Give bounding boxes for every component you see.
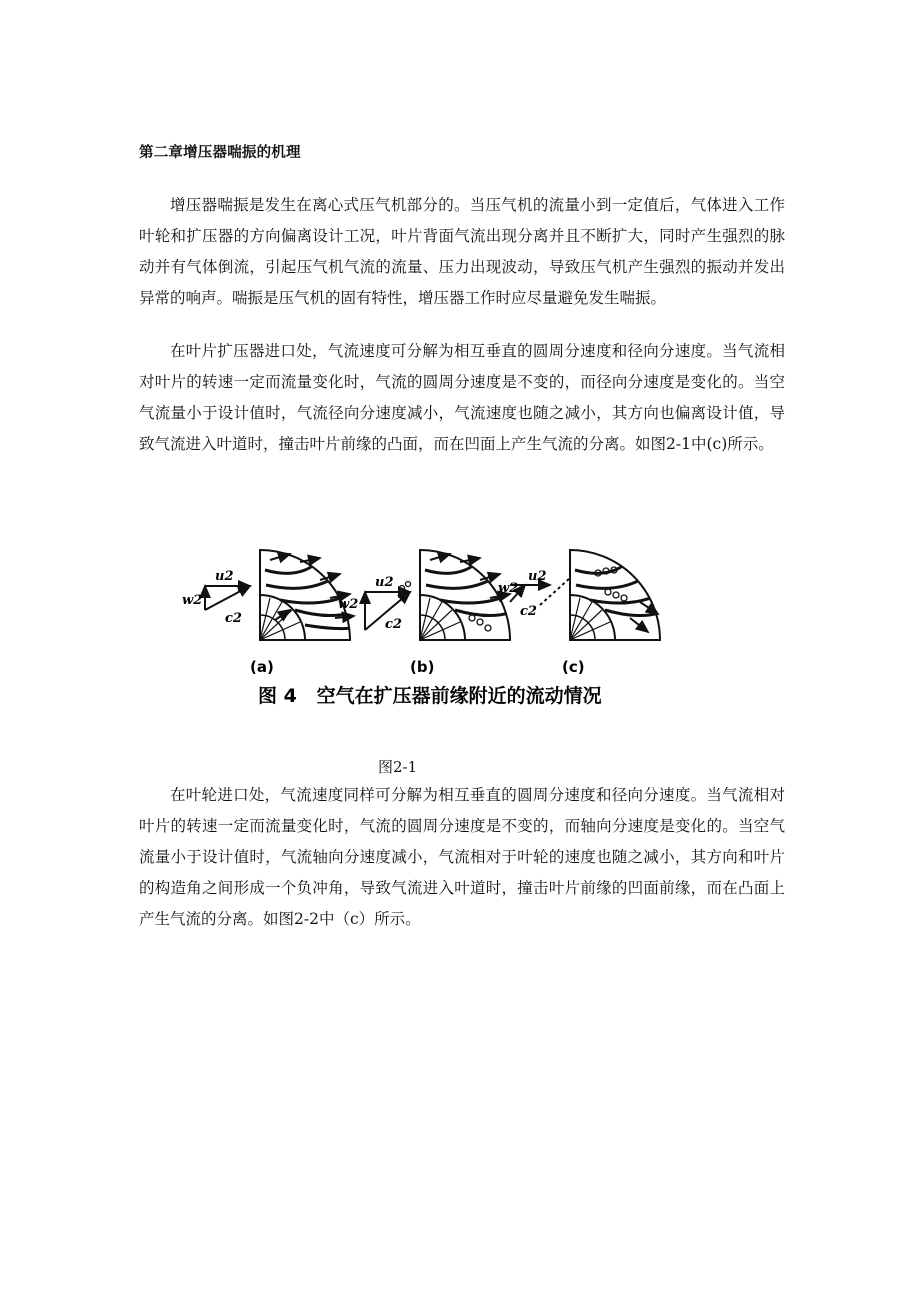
vector-label-c2-b: c2	[385, 617, 402, 632]
figure-diffuser-flow	[170, 540, 690, 720]
subfigure-b-diagram	[338, 550, 512, 676]
subfigure-c-diagram	[498, 550, 662, 676]
chapter-heading: 第二章增压器喘振的机理	[139, 145, 301, 161]
subfigure-label-a: (a)	[250, 658, 274, 676]
vector-label-c2-a: c2	[225, 611, 242, 626]
paragraph-surge-definition: 增压器喘振是发生在离心式压气机部分的。当压气机的流量小到一定值后，气体进入工作叶轮和扩压器的方向偏离设计工况，叶片背面气流出现分离并且不断扩大，同时产生强烈的脉动并有气体倒流，引起压气机气流的流量、压力出现波动，导致压气机产生强烈的振动并发出异常的响声。喘振是压气机的固有特性，增压器工作时应尽量避免发生喘振。	[139, 196, 785, 307]
vector-label-u2-b: u2	[375, 575, 394, 590]
figure-caption: 图 4 空气在扩压器前缘附近的流动情况	[258, 685, 602, 707]
vector-label-w2-c: w2	[498, 581, 519, 596]
vector-label-w2-a: w2	[182, 593, 203, 608]
vector-label-u2-a: u2	[215, 569, 234, 584]
figure-diagram	[170, 540, 690, 720]
figure-label: 图2-1	[378, 758, 418, 776]
velocity-triangle-a	[205, 586, 250, 610]
subfigure-label-b: (b)	[410, 658, 435, 676]
subfigure-a-diagram	[182, 550, 354, 676]
vector-label-w2-b: w2	[338, 597, 359, 612]
diffuser-quadrant-c	[570, 550, 662, 640]
paragraph-impeller-inlet: 在叶轮进口处，气流速度同样可分解为相互垂直的圆周分速度和径向分速度。当气流相对叶片的转速一定而流量变化时，气流的圆周分速度是不变的，而轴向分速度是变化的。当空气流量小于设计值时，气流轴向分速度减小，气流相对于叶轮的速度也随之减小，其方向和叶片的构造角之间形成一个负冲角，导致气流进入叶道时，撞击叶片前缘的凹面前缘，而在凸面上产生气流的分离。如图2-2中（c）所示。	[139, 786, 785, 928]
diffuser-quadrant-a	[260, 550, 354, 640]
vector-label-u2-c: u2	[528, 569, 547, 584]
subfigure-label-c: (c)	[562, 658, 585, 676]
vector-label-c2-c: c2	[520, 604, 537, 619]
paragraph-diffuser-inlet: 在叶片扩压器进口处，气流速度可分解为相互垂直的圆周分速度和径向分速度。当气流相对叶片的转速一定而流量变化时，气流的圆周分速度是不变的，而径向分速度是变化的。当空气流量小于设计值时，气流径向分速度减小，气流速度也随之减小，其方向也偏离设计值，导致气流进入叶道时，撞击叶片前缘的凸面，而在凹面上产生气流的分离。如图2-1中(c)所示。	[139, 342, 785, 453]
diffuser-quadrant-b	[400, 550, 513, 640]
